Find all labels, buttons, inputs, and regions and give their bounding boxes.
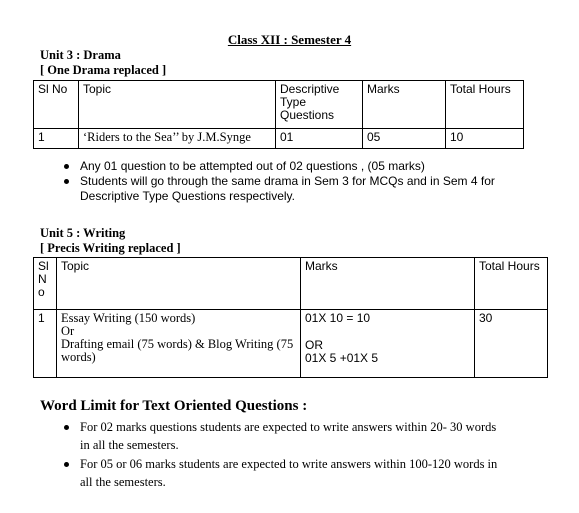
header-total-hours: Total Hours [446,81,524,129]
unit5-heading: Unit 5 : Writing [40,226,126,240]
list-item: For 05 or 06 marks students are expected to write answers within 100-120 words in all the semesters. [58,455,508,491]
cell-descriptive: 01 [276,129,363,149]
cell-hours: 10 [446,129,524,149]
bullet-icon [64,179,69,184]
document-title: Class XII : Semester 4 [227,32,352,47]
unit3-notes [58,159,508,204]
list-item: For 02 marks questions students are expected to write answers within 20- 30 words in all the semesters. [58,418,508,454]
bullet-icon [64,425,69,430]
bullet-icon [64,462,69,467]
cell-topic: ‘Riders to the Sea’’ by J.M.Synge [79,129,276,149]
unit5-table [33,257,548,378]
header-marks: Marks [363,81,446,129]
cell-marks: 05 [363,129,446,149]
header-sl-no: Sl N o [34,258,57,310]
cell-hours: 30 [475,310,548,378]
word-limit-heading: Word Limit for Text Oriented Questions : [40,398,308,414]
cell-sl: 1 [34,129,79,149]
header-sl-no: Sl No [34,81,79,129]
cell-topic: Essay Writing (150 words) Or Drafting email (75 words) & Blog Writing (75 words) [57,310,301,378]
header-topic: Topic [79,81,276,129]
unit3-subheading: [ One Drama replaced ] [40,63,167,77]
header-descriptive: Descriptive Type Questions [276,81,363,129]
list-item: Students will go through the same drama in Sem 3 for MCQs and in Sem 4 for Descriptive Type Questions respectively. [58,174,508,204]
unit3-table [33,80,524,149]
header-total-hours: Total Hours [475,258,548,310]
word-limit-notes [58,418,508,492]
header-topic: Topic [57,258,301,310]
cell-sl: 1 [34,310,57,378]
table-row [34,310,548,378]
table-row [34,129,524,149]
unit3-heading: Unit 3 : Drama [40,48,121,62]
header-marks: Marks [301,258,475,310]
bullet-icon [64,164,69,169]
list-item: Any 01 question to be attempted out of 02 questions , (05 marks) [58,159,508,174]
unit5-subheading: [ Precis Writing replaced ] [40,241,181,255]
table-header-row [34,258,548,310]
cell-marks: 01X 10 = 10 OR 01X 5 +01X 5 [301,310,475,378]
table-header-row [34,81,524,129]
